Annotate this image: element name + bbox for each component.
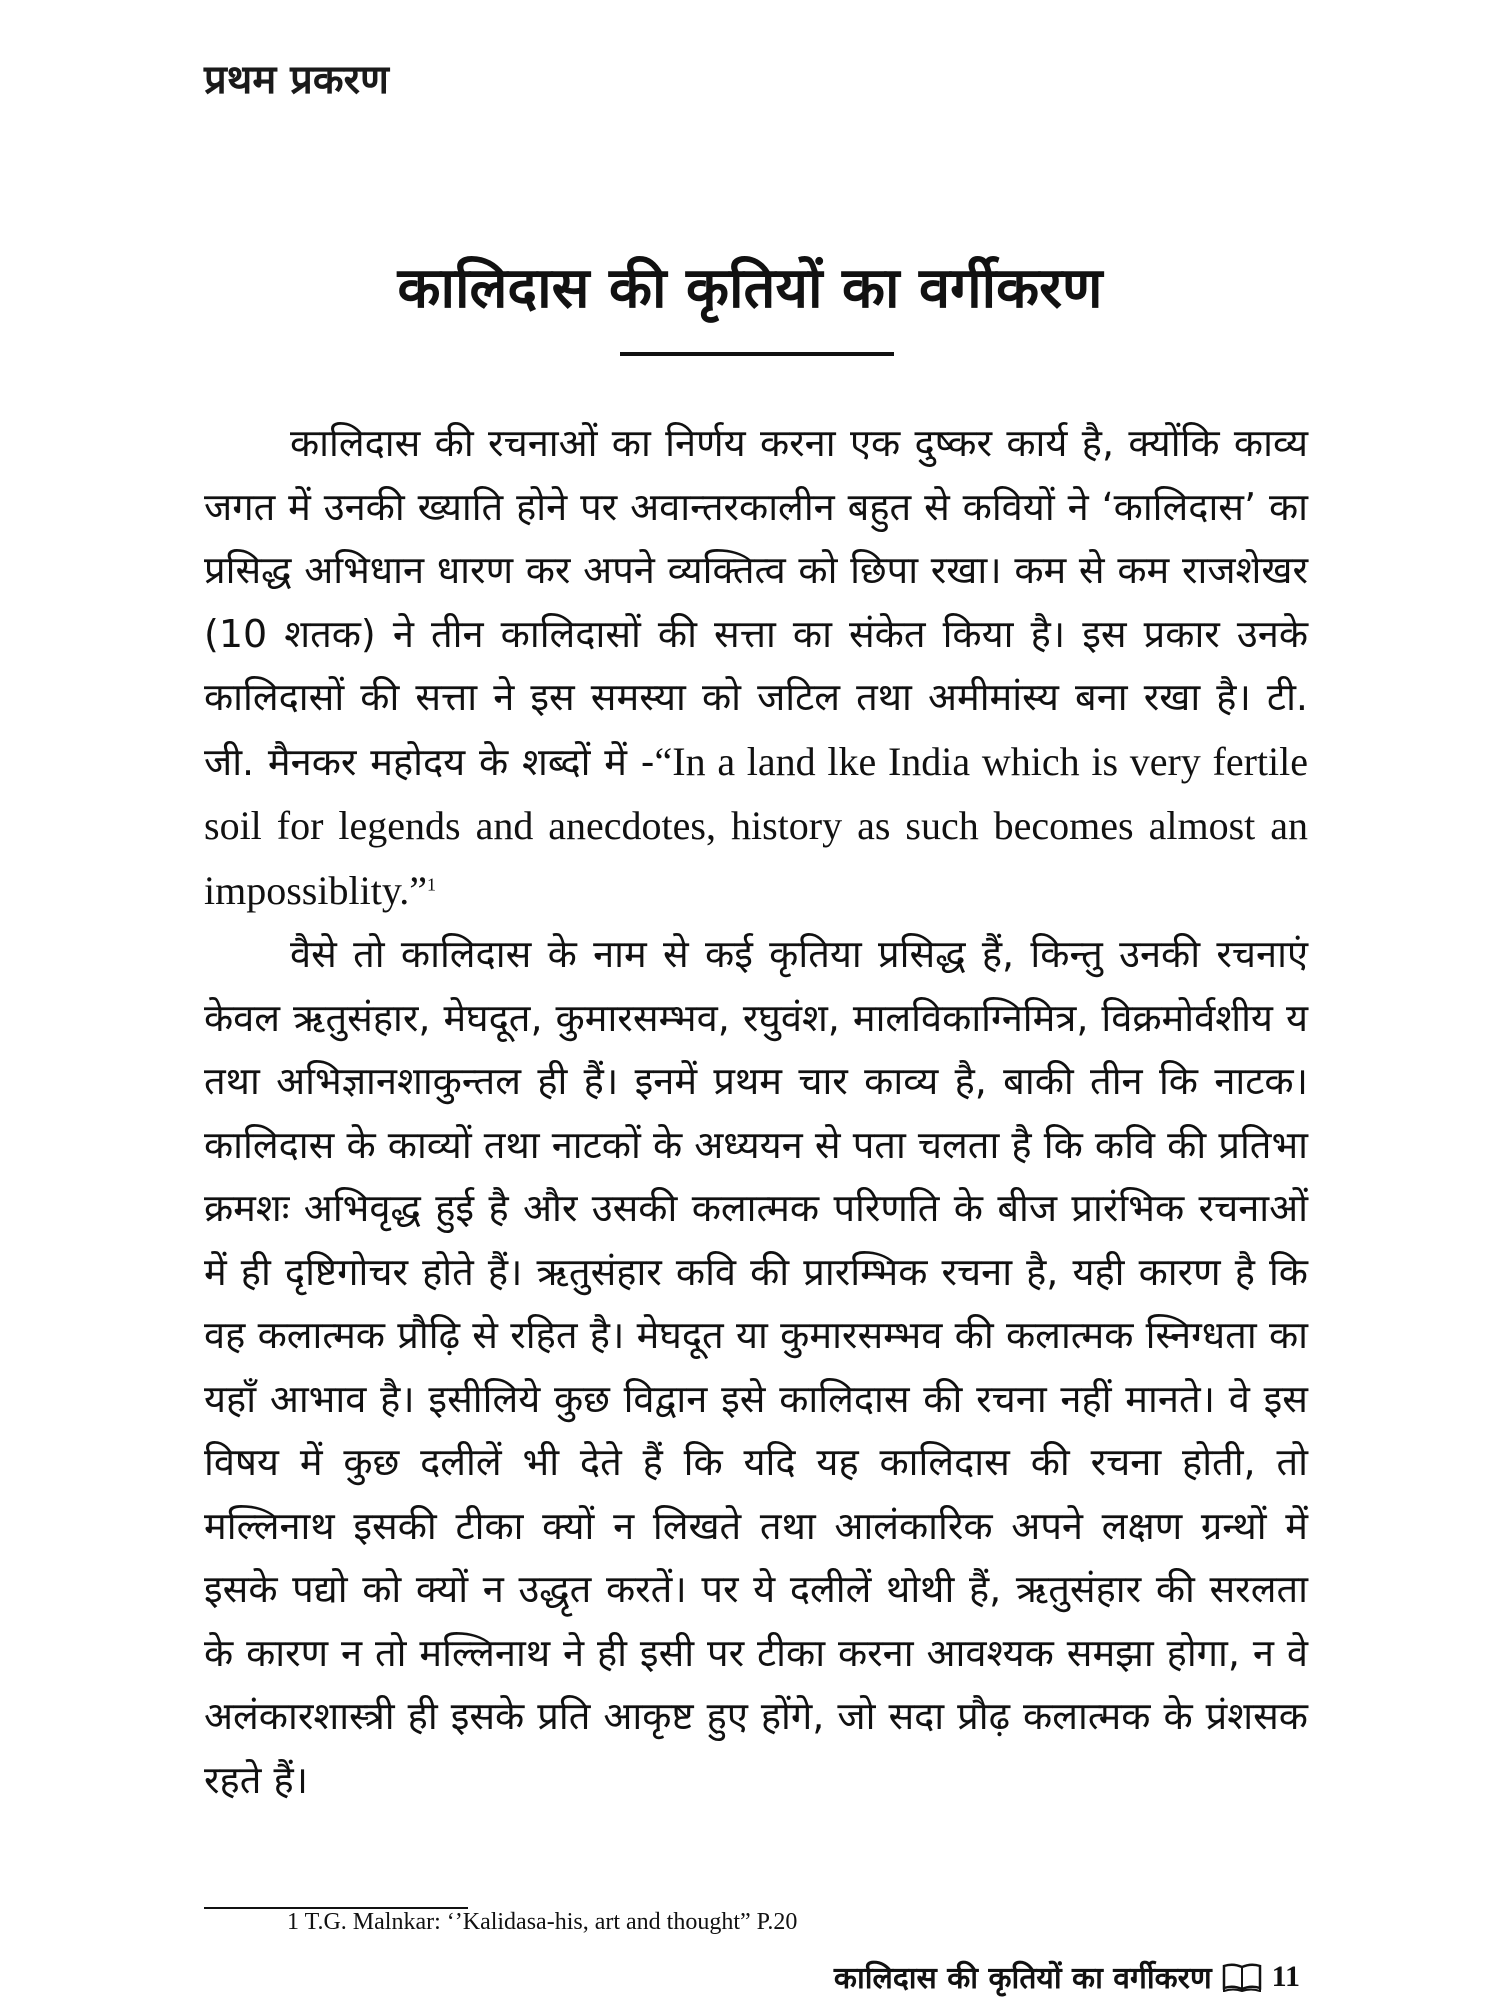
paragraph-2 [204, 923, 1308, 1812]
open-book-icon [1222, 1962, 1262, 1992]
footnote-reference: 1 [426, 873, 436, 894]
footnote-1: 1 T.G. Malnkar: ‘’Kalidasa-his, art and thought” P.20 [287, 1909, 798, 1935]
page-number: 11 [1271, 1959, 1300, 1993]
page-title: कालिदास की कृतियों का वर्गीकरण [397, 256, 1103, 321]
body-text [204, 412, 1308, 1812]
running-footer [834, 1956, 1300, 1997]
english-quote: “In a land lke India which is very fertile soil for legends and anecdotes, history as such becomes almost an impossiblity.” [204, 738, 1309, 913]
title-underline [620, 352, 894, 356]
paragraph-2-text: वैसे तो कालिदास के नाम से कई कृतिया प्रसिद्ध हैं, किन्तु उनकी रचनाएं केवल ऋतुसंहार, मेघदूत, कुमारसम्भव, रघुवंश, मालविकाग्निमित्र, विक्रमोर्वशीय य तथा अभिज्ञानशाकुन्तल ही हैं। इनमें प्रथम चार काव्य है, बाकी तीन कि नाटक। कालिदास के काव्यों तथा नाटकों के अध्ययन से पता चलता है कि कवि की प्रतिभा क्रमशः अभिवृद्ध हुई है और उसकी कलात्मक परिणति के बीज प्रारंभिक रचनाओं में ही दृष्टिगोचर होते हैं। ऋतुसंहार कवि की प्रारम्भिक रचना है, यही कारण है कि वह कलात्मक प्रौढ़ि से रहित है। मेघदूत या कुमारसम्भव की कलात्मक स्निग्धता का यहाँ आभाव है। इसीलिये कुछ विद्वान इसे कालिदास की रचना नहीं मानते। वे इस विषय में कुछ दलीलें भी देते हैं कि यदि यह कालिदास की रचना होती, तो मल्लिनाथ इसकी टीका क्यों न लिखते तथा आलंकारिक अपने लक्षण ग्रन्थों में इसके पद्यो को क्यों न उद्धृत करतें। पर ये दलीलें थोथी हैं, ऋतुसंहार की सरलता के कारण न तो मल्लिनाथ ने ही इसी पर टीका करना आवश्यक समझा होगा, न वे अलंकारशास्त्री ही इसके प्रति आकृष्ट हुए होंगे, जो सदा प्रौढ़ कलात्मक के प्रंशसक रहते हैं। [204, 932, 1308, 1802]
footer-running-title: कालिदास की कृतियों का वर्गीकरण [833, 1961, 1212, 1996]
paragraph-1-text: कालिदास की रचनाओं का निर्णय करना एक दुष्कर कार्य है, क्योंकि काव्य जगत में उनकी ख्याति होने पर अवान्तरकालीन बहुत से कवियों ने ‘कालिदास’ का प्रसिद्ध अभिधान धारण कर अपने व्यक्तित्व को छिपा रखा। कम से कम राजशेखर (10 शतक) ने तीन कालिदासों की सत्ता का संकेत किया है। इस प्रकार उनके कालिदासों की सत्ता ने इस समस्या को जटिल तथा अमीमांस्य बना रखा है। टी. जी. मैनकर महोदय के शब्दों में - [204, 421, 1308, 784]
chapter-label: प्रथम प्रकरण [204, 57, 389, 103]
paragraph-1 [204, 412, 1308, 923]
